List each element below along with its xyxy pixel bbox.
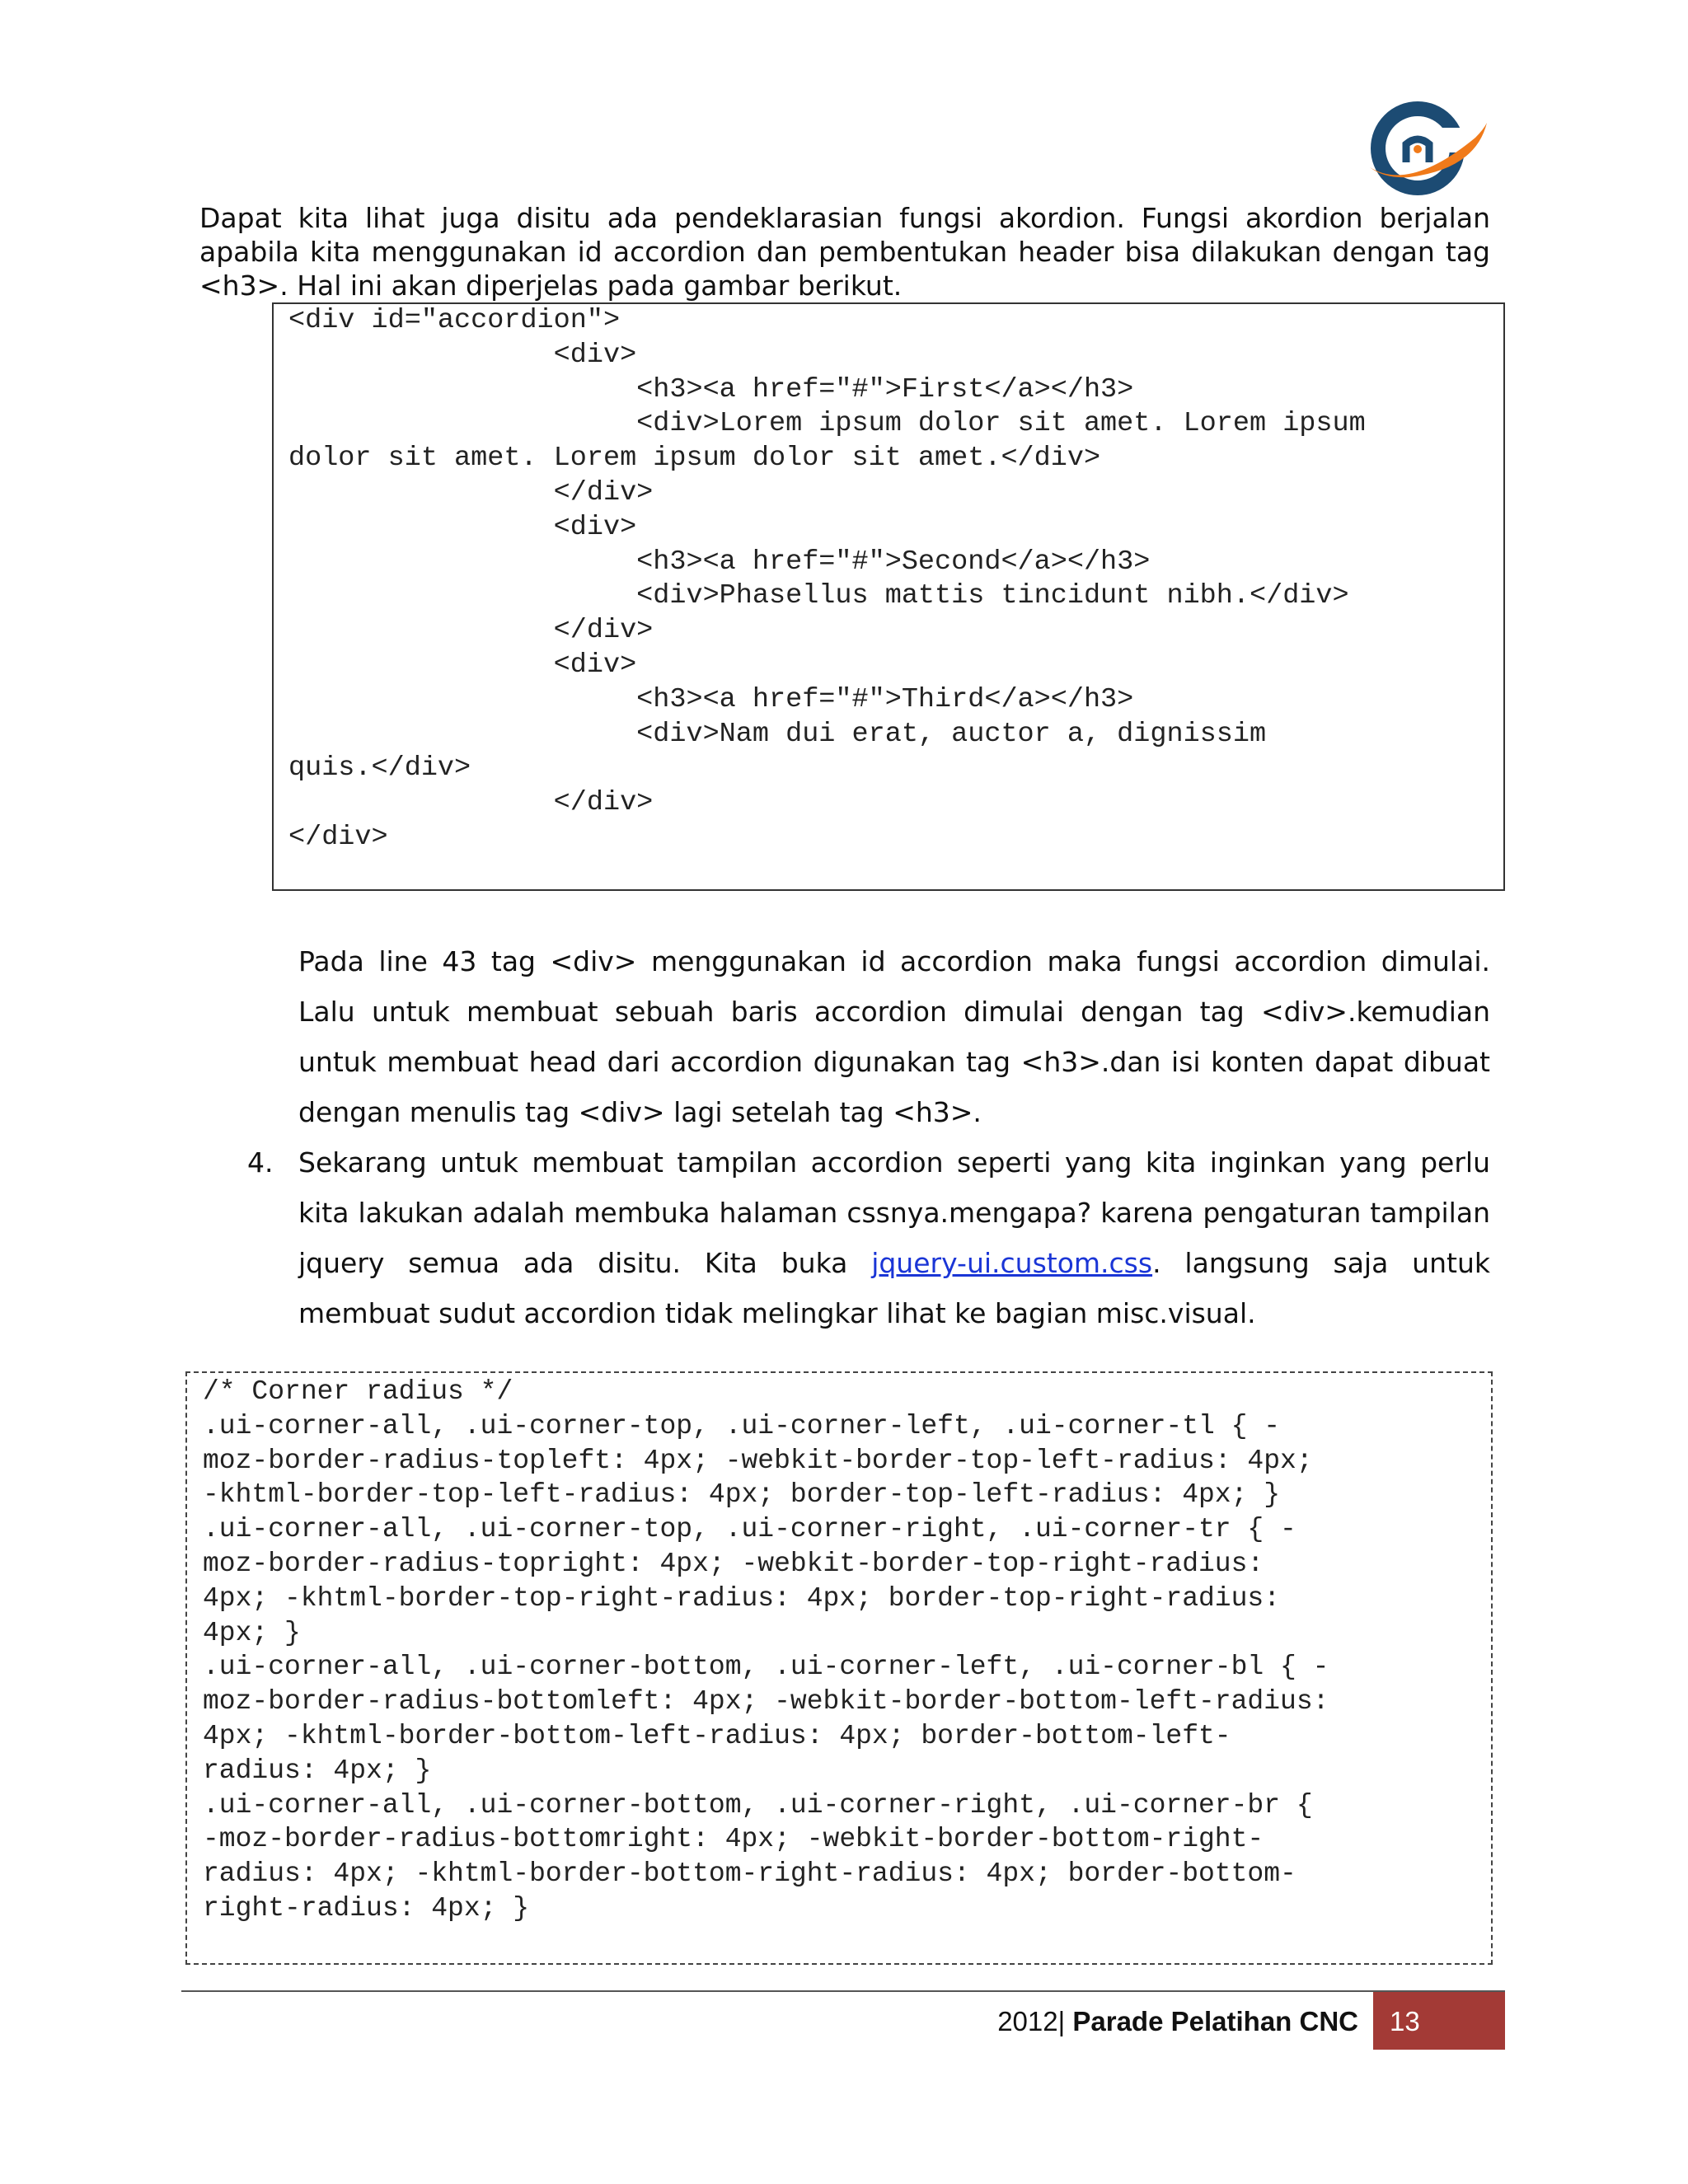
- footer-divider: [181, 1990, 1505, 1992]
- footer-year: 2012: [997, 2006, 1058, 2036]
- intro-text: Dapat kita lihat juga disitu ada pendeklarasian fungsi akordion. Fungsi akordion berjalan apabila kita menggunakan id accordion dan pembentukan header bisa dilakukan dengan tag <h3>. Hal ini akan diperjelas pada gambar berikut.: [199, 202, 1490, 302]
- list-item-4: [298, 1137, 1490, 1338]
- cnc-logo-icon: [1352, 95, 1492, 202]
- footer-label: [997, 2005, 1358, 2038]
- list-item-number: 4.: [247, 1146, 274, 1179]
- css-file-link[interactable]: jquery-ui.custom.css: [871, 1247, 1153, 1279]
- code-block-corner-radius-css: [185, 1371, 1493, 1965]
- footer-separator: |: [1057, 2006, 1066, 2036]
- intro-paragraph: [199, 201, 1490, 302]
- page-number-box: [1373, 1992, 1505, 2050]
- explanation-paragraph: [298, 936, 1490, 1137]
- page-number: 13: [1390, 2006, 1420, 2036]
- list-item-text-before-link: Sekarang untuk membuat tampilan accordion seperti yang kita inginkan yang perlu kita lakukan adalah membuka halaman cssnya.mengapa? karena pengaturan tampilan jquery semua ada disitu. Kita buka: [298, 1146, 1490, 1279]
- explanation-text: Pada line 43 tag <div> menggunakan id accordion maka fungsi accordion dimulai. Lalu untuk membuat sebuah baris accordion dimulai dengan tag <div>.kemudian untuk membuat head dari accordion digunakan tag <h3>.dan isi konten dapat dibuat dengan menulis tag <div> lagi setelah tag <h3>.: [298, 945, 1490, 1128]
- code-block-accordion-html-text: <div id="accordion"> <div> <h3><a href="#">First</a></h3> <div>Lorem ipsum dolor sit amet. Lorem ipsum dolor sit amet. Lorem ipsum dolor sit amet.</div> </div> <div> <h3><a href="#">Second</a></h3> <div>Phasellus mattis tincidunt nibh.</div> </div> <div> <h3><a href="#">Third</a></h3> <div>Nam dui erat, auctor a, dignissim quis.</div> </div> </div>: [288, 305, 1366, 853]
- code-block-accordion-html: [272, 302, 1505, 891]
- footer-title: Parade Pelatihan CNC: [1072, 2006, 1358, 2036]
- list-item-text-after-link: . langsung saja untuk membuat sudut accordion tidak melingkar lihat ke bagian misc.visual.: [298, 1247, 1490, 1329]
- code-block-corner-radius-css-text: /* Corner radius */ .ui-corner-all, .ui-corner-top, .ui-corner-left, .ui-corner-tl { - moz-border-radius-topleft: 4px; -webkit-border-top-left-radius: 4px; -khtml-border-top-left-radius: 4px; border-top-left-radius: 4px; } .ui-corner-all, .ui-corner-top, .ui-corner-right, .ui-corner-tr { - moz-border-radius-topright: 4px; -webkit-border-top-right-radius: 4px; -khtml-border-top-right-radius: 4px; border-top-right-radius: 4px; } .ui-corner-all, .ui-corner-bottom, .ui-corner-left, .ui-corner-bl { - moz-border-radius-bottomleft: 4px; -webkit-border-bottom-left-radius: 4px; -khtml-border-bottom-left-radius: 4px; border-bottom-left- radius: 4px; } .ui-corner-all, .ui-corner-bottom, .ui-corner-right, .ui-corner-br { -moz-border-radius-bottomright: 4px; -webkit-border-bottom-right- radius: 4px; -khtml-border-bottom-right-radius: 4px; border-bottom- right-radius: 4px; }: [203, 1376, 1329, 1924]
